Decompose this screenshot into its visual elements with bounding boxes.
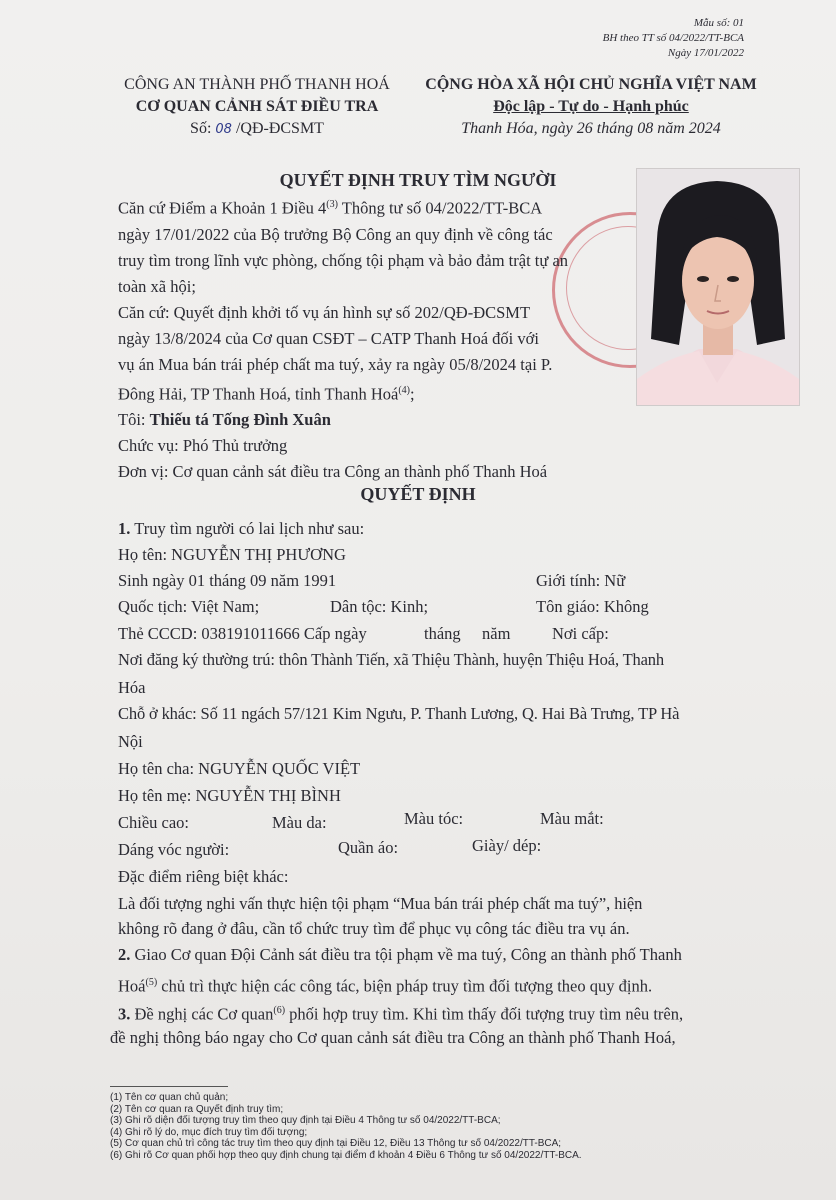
date-of-birth: Sinh ngày 01 tháng 09 năm 1991 [118,571,337,590]
signer: Tôi: Thiếu tá Tống Đình Xuân [118,410,331,429]
document-title: QUYẾT ĐỊNH TRUY TÌM NGƯỜI [279,170,557,190]
id-issue-month: tháng [424,624,461,643]
eye-color: Màu mắt: [540,809,604,828]
preamble: Căn cứ Điểm a Khoản 1 Điều 4$^{(3)}$ Thông tư số 04/2022/TT-BCA ngày 17/01/2022 của Bộ trưởng Bộ Công an quy định về công tác truy tìm trong lĩnh vực phòng, chống tội phạm và bảo đảm trật tự an toàn xã hội; Căn cứ: Quyết định khởi tố vụ án hình sự số 202/QĐ-ĐCSMT ngày 13/8/2024 của Cơ quan CSĐT – CATP Thanh Hoá đối với vụ án Mua bán trái phép chất ma tuý, xảy ra ngày 05/8/2024 tại P. Đông Hải, TP Thanh Hoá, tỉnh Thanh Hoá$^{(4)}$; Tôi: Thiếu tá Tống Đình Xuân Chức vụ: Phó Thủ trưởng Đơn vị: Cơ quan cảnh sát điều tra Công an thành phố Thanh Hoá [118,192,568,485]
description-line-2: không rõ đang ở đâu, cần tổ chức truy tìm để phục vụ công tác điều tra vụ án. [118,919,630,938]
form-basis: BH theo TT số 04/2022/TT-BCA [602,32,744,44]
footnote-6: (6) Ghi rõ Cơ quan phối hợp theo quy định chung tại điểm đ khoản 4 Điều 6 Thông tư số 04/2022/TT-BCA. [110,1149,582,1161]
portrait-photo [636,168,800,406]
form-date: Ngày 17/01/2022 [667,47,744,59]
section-1-intro: 1. Truy tìm người có lai lịch như sau: [118,519,365,538]
footnote-3: (3) Ghi rõ diện đối tượng truy tìm theo quy định tại Điều 4 Thông tư số 04/2022/TT-BCA; [110,1115,501,1126]
other-address-cont: Nội [118,732,143,751]
national-motto: Độc lập - Tự do - Hạnh phúc [493,98,689,115]
footnote-2: (2) Tên cơ quan ra Quyết định truy tìm; [110,1103,284,1115]
hair-color: Màu tóc: [404,809,464,828]
shoes: Giày/ dép: [472,836,542,855]
section-2-line-1: 2. Giao Cơ quan Đội Cảnh sát điều tra tội phạm về ma tuý, Công an thành phố Thanh [118,945,682,964]
person-name: Họ tên: NGUYỄN THỊ PHƯƠNG [118,545,346,564]
country-name: CỘNG HÒA XÃ HỘI CHỦ NGHĨA VIỆT NAM [425,76,757,93]
footnote-divider [110,1086,228,1087]
handwritten-number: 08 [215,122,232,137]
form-number-block [603,16,744,61]
decision-heading: QUYẾT ĐỊNH [360,484,476,504]
religion: Tôn giáo: Không [536,597,649,616]
permanent-address-cont: Hóa [118,678,146,697]
place-and-date: Thanh Hóa, ngày 26 tháng 08 năm 2024 [461,120,721,137]
national-header [418,74,764,140]
other-address: Chỗ ở khác: Số 11 ngách 57/121 Kim Ngưu, P. Thanh Lương, Q. Hai Bà Trưng, TP Hà [118,704,680,723]
form-number: Mẫu số: 01 [693,17,744,29]
decision-number: Số: 08 /QĐ-ĐCSMT [190,120,324,137]
id-card: Thẻ CCCD: 038191011666 Cấp ngày [118,624,367,643]
issuing-agency-header [92,74,422,141]
description-line-1: Là đối tượng nghi vấn thực hiện tội phạm “Mua bán trái phép chất ma tuý”, hiện [118,894,643,913]
skin-color: Màu da: [272,813,327,832]
mother-name: Họ tên mẹ: NGUYỄN THỊ BÌNH [118,786,341,805]
id-issue-place: Nơi cấp: [552,624,609,643]
signer-unit: Đơn vị: Cơ quan cảnh sát điều tra Công an thành phố Thanh Hoá [118,462,548,481]
section-2-line-2: Hoá$^{(5)}$ chủ trì thực hiện các công tác, biện pháp truy tìm đối tượng theo quy định. [118,976,653,996]
nationality: Quốc tịch: Việt Nam; [118,597,260,616]
body-build: Dáng vóc người: [118,840,230,859]
footnotes [110,1092,582,1161]
clothes: Quần áo: [338,838,399,857]
distinguishing-marks: Đặc điểm riêng biệt khác: [118,867,289,886]
permanent-address: Nơi đăng ký thường trú: thôn Thành Tiến, xã Thiệu Thành, huyện Thiệu Hoá, Thanh [118,650,665,669]
footnote-4: (4) Ghi rõ lý do, mục đích truy tìm đối tượng; [110,1126,308,1138]
id-issue-year: năm [482,624,511,643]
ethnicity: Dân tộc: Kinh; [330,597,429,616]
agency-name: CÔNG AN THÀNH PHỐ THANH HOÁ [124,76,390,93]
father-name: Họ tên cha: NGUYỄN QUỐC VIỆT [118,759,361,778]
unit-name: CƠ QUAN CẢNH SÁT ĐIỀU TRA [135,98,379,115]
footnote-5: (5) Cơ quan chủ trì công tác truy tìm theo quy định tại Điều 12, Điều 13 Thông tư số 04/2022/TT-BCA; [110,1138,562,1149]
section-3-line-2: đề nghị thông báo ngay cho Cơ quan cảnh sát điều tra Công an thành phố Thanh Hoá, [110,1028,676,1047]
signer-position: Chức vụ: Phó Thủ trưởng [118,436,288,455]
section-3-line-1: 3. Đề nghị các Cơ quan$^{(6)}$ phối hợp truy tìm. Khi tìm thấy đối tượng truy tìm nêu trên, [118,1004,684,1024]
gender: Giới tính: Nữ [536,571,626,590]
footnote-1: (1) Tên cơ quan chủ quản; [110,1092,229,1103]
height: Chiều cao: [118,813,190,832]
portrait-image [637,169,799,405]
